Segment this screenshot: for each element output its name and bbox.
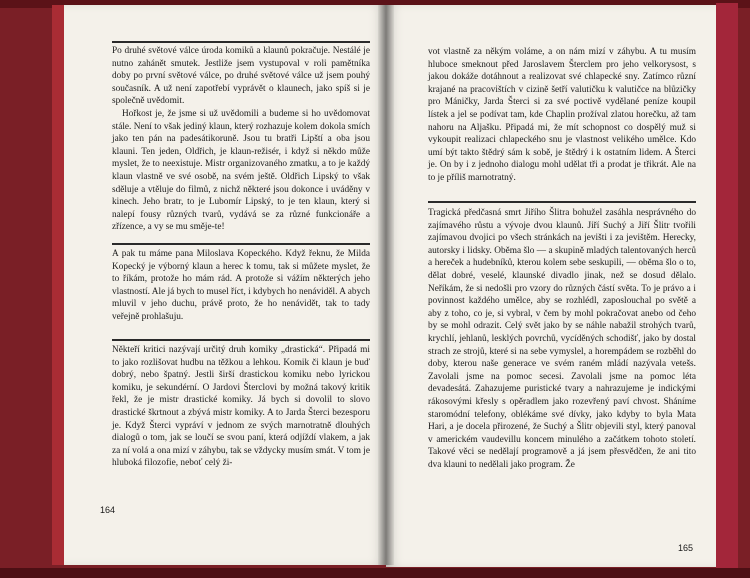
right-page bbox=[386, 5, 716, 567]
left-section-3 bbox=[112, 344, 370, 470]
right-section-1 bbox=[428, 46, 696, 185]
book-spine bbox=[378, 5, 394, 565]
paragraph: Někteří kritici nazývají určitý druh komiky „drastická“. Připadá mi to jako rozlišovat hudbu na těžkou a lehkou. Komik či klaun je buď dobrý, nebo špatný. Jestli širší drastickou komiku nebo lyrickou komiku, je sekundérní. O Jardovi Šterclovi by možná takový kritik řekl, že je mistr drastické komiky. Já bych si dovolil to slovo drastické škrtnout a zbývá mistr komiky. A to Jarda Šterci bezesporu je. Když Šterci vypráví v jednom ze svých marnotratně dlouhých dialogů o tom, jak se loučí se svou paní, která odjíždí vlakem, a jak za ní volá a ona mizí v záhybu, tak se vždycky musím smát. V tom je hluboká filozofie, neboť celý ži- bbox=[112, 345, 370, 469]
book-bottom-edge bbox=[0, 568, 750, 578]
section-divider bbox=[112, 41, 370, 43]
section-divider bbox=[112, 339, 370, 341]
paragraph: Hořkost je, že jsme si už uvědomili a budeme si ho uvědomovat stále. Není to však jediný klaun, který rozhazuje kolem dokola smích jako ten pán na padesátikoruně. Jsou tu bratři Lipští a oba jsou klauni. Ten jeden, Oldřich, je klaun-režisér, i když si někdo může myslet, že to neexistuje. Mistr organizovaného zmatku, a to je každý klaun vlastně ve své osobě, na svém ještě. Oldřich Lipský to však sděluje a vtěluje do filmů, z nichž některé jsou dokonce i uváděny v kinech. Jeho bratr, to je Lubomír Lipský, to je ten klaun, který si nalepí fousy různých tvarů, vydává se za různé funkcionáře a zřízence, a vy se mu směje-te! bbox=[112, 108, 370, 233]
paragraph: Po druhé světové válce úroda komiků a klaunů pokračuje. Nestálé je nutno zahánět smutek. Jestliže jsem vystupoval v roli pamětníka doby po první světové válce, po druhé světové válce už jsem pouhý současník. A už není zapotřebí vyprávět o klaunech, jako spíš si je společně uvědomit. bbox=[112, 46, 370, 107]
paragraph: vot vlastně za někým voláme, a on nám mizí v záhybu. A tu musím hluboce smeknout před Jaroslavem Šterclem pro jeho velkorysost, s jakou dokáže dotáhnout a realizovat své chlapecké sny. Zatímco různí krajané na pracovištích v cizině šetří valutičku k valutičce na blůzičky pro Máničky, Jarda Šterci si za své poctivě vydělané peníze koupil lístek a jel se podívat tam, kde Chaplin prožíval zlatou horečku, až tam nahoru na Aljašku. Připadá mi, že mít schopnost co dospělý muž si vykoupit realizaci chlapeckého snu je vlastnost velikého umělce. Kdo umí být takto štědrý sám k sobě, je štědrý i k ostatním lidem. A Šterci je. On by i z jednoho dialogu mohl udělat tři a prodat je třikrát. Ale na to je příliš marnotratný. bbox=[428, 47, 696, 183]
left-page bbox=[64, 5, 386, 565]
page-number: 165 bbox=[678, 543, 694, 553]
left-section-2 bbox=[112, 248, 370, 324]
paragraph: Tragická předčasná smrt Jiřího Šlitra bohužel zasáhla nesprávného do zajímavého růstu a vývoje dvou klaunů. Jiří Suchý a Jiří Šlitr tvořili zajímavou dvojici po všech stránkách na jevišti i za jevištěm. Herecky, autorsky i lidsky. Oběma šlo — a skupině mladých talentovaných herců a hereček a hudebníků, kterou kolem sebe seskupili, — oběma šlo o to, dělat dobré, veselé, klaunské divadlo jinak, než se dosud dělalo. Neříkám, že si nedošli pro vzory do různých částí světa. To je právo a i povinnost každého umělce, aby se rozhlédl, zaposlouchal po světě a aby z toho, co je, si vybral, v čem by mohl pokračovat anebo od čeho by se mohl odrazit. Celý svět jako by se náhle nabažil strohých tvarů, krychlí, jehlanů, lesklých povrchů, vycíděných schodišť, jako by dostal strach ze strojů, které si na sebe vymyslel, a horempádem se rozběhl do doby, kterou naše generace ve svém raném mládí nazývala vetešs. Zavolali jsme na pomoc secesi. Zavolali jsme na pomoc léta devadesátá. Zahazujeme puristické tvary a nahrazujeme je indickými rákosovými křesly s opěradlem jako rozevřený paví chvost. Sháníme staromódní telefony, oblékáme své dívky, jako kdyby to byla Mata Hari, a je docela přirozené, že Suchý a Šlitr objevili styl, který panoval v americkém vaudevillu koncem minulého a začátkem tohoto století. Takové věci se nedělají programově a já jsem přesvědčen, že ani tito dva klauni to nedělali jako program. Že bbox=[428, 208, 696, 470]
section-divider bbox=[428, 201, 696, 203]
left-section-1 bbox=[112, 45, 370, 234]
page-number: 164 bbox=[100, 505, 116, 515]
right-section-2 bbox=[428, 207, 696, 471]
right-cover-edge bbox=[716, 3, 738, 569]
section-divider bbox=[112, 243, 370, 245]
paragraph: A pak tu máme pana Miloslava Kopeckého. Když řeknu, že Milda Kopecký je výborný klaun a herec k tomu, tak si můžete myslet, že to říkám, protože ho mám rád. A protože si vážím některých jeho vlastností. Ale já bych to musel říct, i kdybych ho nenáviděl. A abych mluvil v jeho duchu, právě proto, že ho nenávidět, tak to tady veřejně prohlašuju. bbox=[112, 249, 370, 322]
